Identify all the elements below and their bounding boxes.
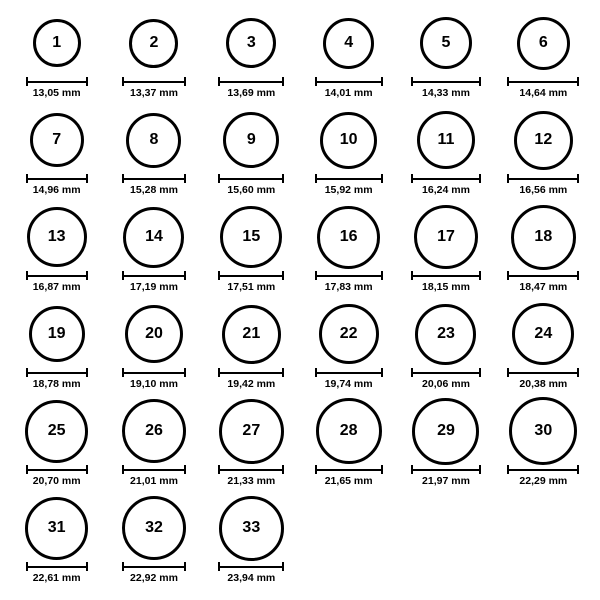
ring-circle-wrap: [319, 301, 379, 367]
ring-circle-wrap: [412, 398, 479, 464]
measure-line: [122, 566, 186, 568]
ring-diameter-label: 13,05 mm: [32, 87, 81, 99]
ring-circle-wrap: [219, 495, 284, 561]
ring-size-number: 27: [242, 422, 261, 439]
diameter-measure-bar: [122, 174, 186, 183]
ring-diameter-label: 18,78 mm: [32, 378, 81, 390]
ring-size-cell[interactable]: [203, 10, 299, 107]
measure-line: [507, 275, 579, 277]
measure-tick-left: [26, 77, 28, 86]
measure-line: [218, 372, 284, 374]
measure-tick-left: [315, 368, 317, 377]
diameter-measure-bar: [122, 271, 186, 280]
ring-diameter-label: 16,56 mm: [519, 184, 568, 196]
measure-tick-right: [184, 77, 186, 86]
ring-size-cell[interactable]: [495, 204, 591, 301]
ring-size-number: 32: [145, 519, 163, 536]
ring-size-cell[interactable]: [398, 398, 494, 495]
measure-tick-left: [122, 562, 124, 571]
ring-diameter-label: 16,24 mm: [422, 184, 470, 196]
measure-tick-right: [184, 465, 186, 474]
measure-tick-right: [381, 271, 383, 280]
measure-line: [218, 566, 284, 568]
ring-size-number: 24: [534, 325, 553, 342]
measure-line: [122, 178, 186, 180]
measure-line: [26, 469, 88, 471]
ring-diameter-label: 16,87 mm: [32, 281, 81, 293]
ring-size-cell[interactable]: [203, 398, 299, 495]
ring-size-cell[interactable]: [9, 10, 105, 107]
ring-circle-icon: [417, 111, 475, 169]
ring-circle-wrap: [320, 107, 377, 173]
ring-size-number: 4: [344, 34, 354, 51]
ring-size-cell[interactable]: [203, 107, 299, 204]
measure-tick-left: [122, 368, 124, 377]
ring-circle-icon: [319, 304, 379, 364]
ring-circle-icon: [122, 496, 186, 560]
ring-diameter-label: 14,33 mm: [422, 87, 470, 99]
diameter-measure-bar: [26, 174, 88, 183]
ring-circle-wrap: [420, 10, 472, 76]
measure-tick-right: [577, 174, 579, 183]
diameter-measure-bar: [411, 174, 481, 183]
measure-line: [411, 372, 481, 374]
measure-line: [507, 178, 579, 180]
measure-tick-right: [479, 368, 481, 377]
measure-tick-right: [184, 562, 186, 571]
ring-circle-wrap: [219, 398, 284, 464]
measure-tick-left: [218, 174, 220, 183]
ring-size-number: 11: [437, 131, 455, 148]
ring-circle-icon: [514, 111, 573, 170]
ring-circle-wrap: [27, 204, 87, 270]
measure-tick-left: [122, 77, 124, 86]
ring-size-number: 21: [242, 325, 261, 342]
ring-diameter-label: 19,42 mm: [227, 378, 276, 390]
ring-diameter-label: 20,06 mm: [422, 378, 470, 390]
ring-circle-icon: [27, 207, 87, 267]
ring-circle-icon: [511, 205, 576, 270]
ring-size-cell[interactable]: [301, 398, 397, 495]
ring-circle-wrap: [125, 301, 183, 367]
diameter-measure-bar: [507, 271, 579, 280]
measure-line: [507, 372, 579, 374]
measure-line: [411, 81, 481, 83]
ring-size-number: 3: [246, 34, 256, 51]
measure-tick-left: [507, 368, 509, 377]
ring-size-cell[interactable]: [301, 10, 397, 107]
ring-size-number: 26: [145, 422, 163, 439]
ring-circle-icon: [25, 497, 88, 560]
measure-tick-left: [315, 271, 317, 280]
ring-size-number: 13: [47, 228, 66, 245]
ring-circle-wrap: [323, 10, 374, 76]
diameter-measure-bar: [218, 465, 284, 474]
ring-size-number: 7: [52, 131, 62, 148]
diameter-measure-bar: [411, 77, 481, 86]
measure-tick-right: [282, 562, 284, 571]
ring-circle-wrap: [33, 10, 81, 76]
ring-diameter-label: 22,92 mm: [130, 572, 178, 584]
ring-size-cell[interactable]: [495, 107, 591, 204]
measure-tick-right: [577, 368, 579, 377]
measure-line: [26, 81, 88, 83]
ring-size-cell[interactable]: [301, 204, 397, 301]
diameter-measure-bar: [315, 174, 383, 183]
ring-circle-icon: [317, 206, 380, 269]
measure-tick-left: [411, 77, 413, 86]
ring-circle-wrap: [415, 301, 476, 367]
measure-tick-left: [507, 465, 509, 474]
ring-circle-wrap: [25, 398, 88, 464]
ring-size-cell[interactable]: [495, 301, 591, 398]
measure-line: [218, 178, 284, 180]
ring-circle-wrap: [126, 107, 181, 173]
ring-size-number: 1: [52, 34, 62, 51]
measure-line: [122, 372, 186, 374]
measure-line: [315, 178, 383, 180]
diameter-measure-bar: [315, 368, 383, 377]
measure-line: [26, 275, 88, 277]
measure-tick-right: [184, 271, 186, 280]
ring-size-cell[interactable]: [9, 398, 105, 495]
ring-circle-icon: [33, 19, 81, 67]
ring-size-number: 30: [534, 422, 553, 439]
diameter-measure-bar: [218, 271, 284, 280]
measure-line: [26, 178, 88, 180]
ring-circle-icon: [125, 305, 183, 363]
ring-size-number: 10: [339, 131, 358, 148]
ring-circle-icon: [512, 303, 574, 365]
measure-tick-right: [282, 368, 284, 377]
ring-size-number: 5: [441, 34, 451, 51]
ring-size-number: 19: [47, 325, 66, 342]
diameter-measure-bar: [26, 465, 88, 474]
ring-circle-icon: [219, 496, 284, 561]
measure-tick-left: [507, 174, 509, 183]
measure-line: [315, 81, 383, 83]
ring-diameter-label: 22,29 mm: [519, 475, 568, 487]
ring-size-cell[interactable]: [203, 495, 299, 592]
measure-line: [315, 469, 383, 471]
ring-circle-icon: [122, 399, 186, 463]
diameter-measure-bar: [218, 77, 284, 86]
ring-diameter-label: 14,01 mm: [324, 87, 373, 99]
ring-circle-icon: [222, 305, 281, 364]
ring-diameter-label: 21,65 mm: [324, 475, 373, 487]
measure-tick-right: [282, 174, 284, 183]
measure-line: [411, 275, 481, 277]
ring-size-cell[interactable]: [9, 204, 105, 301]
ring-circle-wrap: [25, 495, 88, 561]
ring-diameter-label: 21,01 mm: [130, 475, 178, 487]
diameter-measure-bar: [26, 271, 88, 280]
ring-circle-wrap: [226, 10, 276, 76]
ring-size-cell[interactable]: [106, 398, 202, 495]
measure-tick-right: [381, 174, 383, 183]
ring-size-number: 17: [437, 228, 455, 245]
measure-tick-left: [26, 562, 28, 571]
ring-diameter-label: 22,61 mm: [32, 572, 81, 584]
measure-tick-left: [26, 174, 28, 183]
diameter-measure-bar: [507, 465, 579, 474]
diameter-measure-bar: [507, 174, 579, 183]
ring-size-number: 14: [145, 228, 163, 245]
ring-diameter-label: 15,92 mm: [324, 184, 373, 196]
ring-circle-icon: [414, 205, 478, 269]
diameter-measure-bar: [218, 174, 284, 183]
ring-circle-icon: [517, 17, 570, 70]
ring-circle-icon: [412, 398, 479, 465]
measure-tick-left: [122, 465, 124, 474]
measure-tick-left: [315, 77, 317, 86]
diameter-measure-bar: [507, 77, 579, 86]
measure-tick-left: [218, 562, 220, 571]
ring-circle-icon: [323, 18, 374, 69]
ring-circle-wrap: [223, 107, 279, 173]
measure-tick-left: [411, 174, 413, 183]
ring-diameter-label: 20,38 mm: [519, 378, 568, 390]
ring-size-cell[interactable]: [398, 301, 494, 398]
measure-line: [122, 275, 186, 277]
ring-diameter-label: 17,19 mm: [130, 281, 178, 293]
diameter-measure-bar: [26, 562, 88, 571]
measure-tick-right: [86, 77, 88, 86]
ring-diameter-label: 21,97 mm: [422, 475, 470, 487]
measure-tick-right: [479, 174, 481, 183]
ring-circle-icon: [30, 113, 84, 167]
measure-tick-left: [122, 174, 124, 183]
ring-size-cell[interactable]: [9, 107, 105, 204]
ring-circle-wrap: [316, 398, 382, 464]
ring-circle-icon: [126, 113, 181, 168]
ring-circle-icon: [220, 206, 282, 268]
diameter-measure-bar: [507, 368, 579, 377]
ring-size-number: 23: [437, 325, 455, 342]
diameter-measure-bar: [26, 368, 88, 377]
ring-size-cell[interactable]: [495, 398, 591, 495]
measure-tick-left: [218, 465, 220, 474]
ring-diameter-label: 18,47 mm: [519, 281, 568, 293]
diameter-measure-bar: [411, 465, 481, 474]
diameter-measure-bar: [411, 368, 481, 377]
measure-tick-right: [577, 465, 579, 474]
measure-tick-left: [218, 271, 220, 280]
measure-line: [218, 81, 284, 83]
ring-diameter-label: 23,94 mm: [227, 572, 276, 584]
ring-size-cell[interactable]: [301, 301, 397, 398]
ring-circle-wrap: [122, 495, 186, 561]
measure-tick-left: [218, 77, 220, 86]
measure-tick-right: [86, 271, 88, 280]
ring-size-number: 28: [339, 422, 358, 439]
measure-tick-left: [26, 465, 28, 474]
measure-tick-left: [411, 368, 413, 377]
ring-size-cell[interactable]: [203, 204, 299, 301]
measure-line: [26, 372, 88, 374]
measure-tick-right: [86, 368, 88, 377]
ring-size-cell[interactable]: [398, 204, 494, 301]
ring-size-number: 15: [242, 228, 261, 245]
ring-size-number: 22: [339, 325, 358, 342]
ring-circle-wrap: [509, 398, 577, 464]
ring-size-cell[interactable]: [398, 10, 494, 107]
measure-tick-right: [381, 368, 383, 377]
ring-circle-icon: [219, 399, 284, 464]
measure-tick-left: [315, 465, 317, 474]
measure-tick-left: [315, 174, 317, 183]
measure-line: [507, 81, 579, 83]
ring-size-number: 20: [145, 325, 163, 342]
measure-line: [315, 372, 383, 374]
ring-circle-wrap: [129, 10, 178, 76]
ring-size-cell[interactable]: [9, 301, 105, 398]
ring-circle-wrap: [29, 301, 85, 367]
ring-circle-wrap: [317, 204, 380, 270]
ring-size-cell[interactable]: [106, 204, 202, 301]
ring-size-number: 8: [149, 131, 159, 148]
diameter-measure-bar: [315, 465, 383, 474]
diameter-measure-bar: [315, 77, 383, 86]
ring-size-cell[interactable]: [9, 495, 105, 592]
measure-tick-left: [26, 271, 28, 280]
ring-diameter-label: 13,69 mm: [227, 87, 276, 99]
ring-circle-wrap: [414, 204, 478, 270]
measure-tick-right: [381, 465, 383, 474]
ring-diameter-label: 20,70 mm: [32, 475, 81, 487]
measure-line: [122, 469, 186, 471]
ring-circle-icon: [509, 397, 577, 465]
ring-size-cell[interactable]: [106, 107, 202, 204]
measure-tick-right: [86, 174, 88, 183]
ring-circle-wrap: [514, 107, 573, 173]
ring-size-number: 29: [437, 422, 455, 439]
ring-circle-icon: [320, 112, 377, 169]
measure-line: [507, 469, 579, 471]
measure-line: [218, 275, 284, 277]
measure-tick-right: [282, 465, 284, 474]
ring-size-cell[interactable]: [398, 107, 494, 204]
ring-circle-icon: [129, 19, 178, 68]
measure-line: [315, 275, 383, 277]
ring-circle-icon: [223, 112, 279, 168]
ring-size-cell[interactable]: [106, 10, 202, 107]
measure-tick-right: [282, 77, 284, 86]
measure-line: [411, 178, 481, 180]
measure-tick-left: [122, 271, 124, 280]
ring-size-number: 2: [149, 34, 159, 51]
ring-circle-wrap: [30, 107, 84, 173]
measure-tick-left: [218, 368, 220, 377]
ring-diameter-label: 17,83 mm: [324, 281, 373, 293]
diameter-measure-bar: [26, 77, 88, 86]
measure-tick-right: [184, 174, 186, 183]
ring-size-number: 25: [47, 422, 66, 439]
diameter-measure-bar: [218, 562, 284, 571]
diameter-measure-bar: [218, 368, 284, 377]
diameter-measure-bar: [411, 271, 481, 280]
ring-circle-wrap: [122, 398, 186, 464]
measure-tick-left: [411, 465, 413, 474]
ring-circle-icon: [420, 17, 472, 69]
measure-tick-right: [381, 77, 383, 86]
ring-size-number: 12: [534, 131, 553, 148]
measure-line: [26, 566, 88, 568]
ring-diameter-label: 19,10 mm: [130, 378, 178, 390]
ring-size-number: 9: [246, 131, 256, 148]
ring-diameter-label: 15,28 mm: [130, 184, 178, 196]
ring-circle-icon: [25, 400, 88, 463]
measure-line: [411, 469, 481, 471]
ring-diameter-label: 21,33 mm: [227, 475, 276, 487]
ring-size-number: 18: [534, 228, 553, 245]
ring-size-number: 33: [242, 519, 261, 536]
ring-circle-wrap: [222, 301, 281, 367]
ring-diameter-label: 13,37 mm: [130, 87, 178, 99]
ring-diameter-label: 14,96 mm: [32, 184, 81, 196]
ring-size-cell[interactable]: [495, 10, 591, 107]
ring-circle-wrap: [123, 204, 184, 270]
diameter-measure-bar: [122, 77, 186, 86]
measure-tick-right: [577, 271, 579, 280]
ring-diameter-label: 17,51 mm: [227, 281, 276, 293]
measure-tick-right: [86, 465, 88, 474]
diameter-measure-bar: [122, 465, 186, 474]
measure-tick-right: [86, 562, 88, 571]
ring-circle-wrap: [417, 107, 475, 173]
ring-size-number: 6: [538, 34, 548, 51]
ring-circle-wrap: [220, 204, 282, 270]
ring-size-number: 16: [339, 228, 358, 245]
measure-tick-right: [479, 271, 481, 280]
measure-tick-right: [282, 271, 284, 280]
measure-tick-right: [184, 368, 186, 377]
measure-tick-right: [577, 77, 579, 86]
ring-size-cell[interactable]: [106, 495, 202, 592]
ring-size-grid: [8, 10, 592, 592]
ring-size-cell[interactable]: [106, 301, 202, 398]
ring-diameter-label: 14,64 mm: [519, 87, 568, 99]
measure-tick-right: [479, 465, 481, 474]
measure-tick-left: [26, 368, 28, 377]
diameter-measure-bar: [122, 368, 186, 377]
ring-circle-wrap: [511, 204, 576, 270]
ring-circle-icon: [415, 304, 476, 365]
ring-diameter-label: 15,60 mm: [227, 184, 276, 196]
ring-circle-icon: [226, 18, 276, 68]
measure-line: [122, 81, 186, 83]
ring-size-cell[interactable]: [203, 301, 299, 398]
ring-circle-wrap: [517, 10, 570, 76]
ring-circle-wrap: [512, 301, 574, 367]
measure-tick-left: [411, 271, 413, 280]
ring-diameter-label: 19,74 mm: [324, 378, 373, 390]
ring-circle-icon: [29, 306, 85, 362]
ring-circle-icon: [123, 207, 184, 268]
measure-line: [218, 469, 284, 471]
ring-circle-icon: [316, 398, 382, 464]
diameter-measure-bar: [315, 271, 383, 280]
measure-tick-right: [479, 77, 481, 86]
measure-tick-left: [507, 77, 509, 86]
ring-diameter-label: 18,15 mm: [422, 281, 470, 293]
diameter-measure-bar: [122, 562, 186, 571]
ring-size-number: 31: [47, 519, 66, 536]
measure-tick-left: [507, 271, 509, 280]
ring-size-cell[interactable]: [301, 107, 397, 204]
